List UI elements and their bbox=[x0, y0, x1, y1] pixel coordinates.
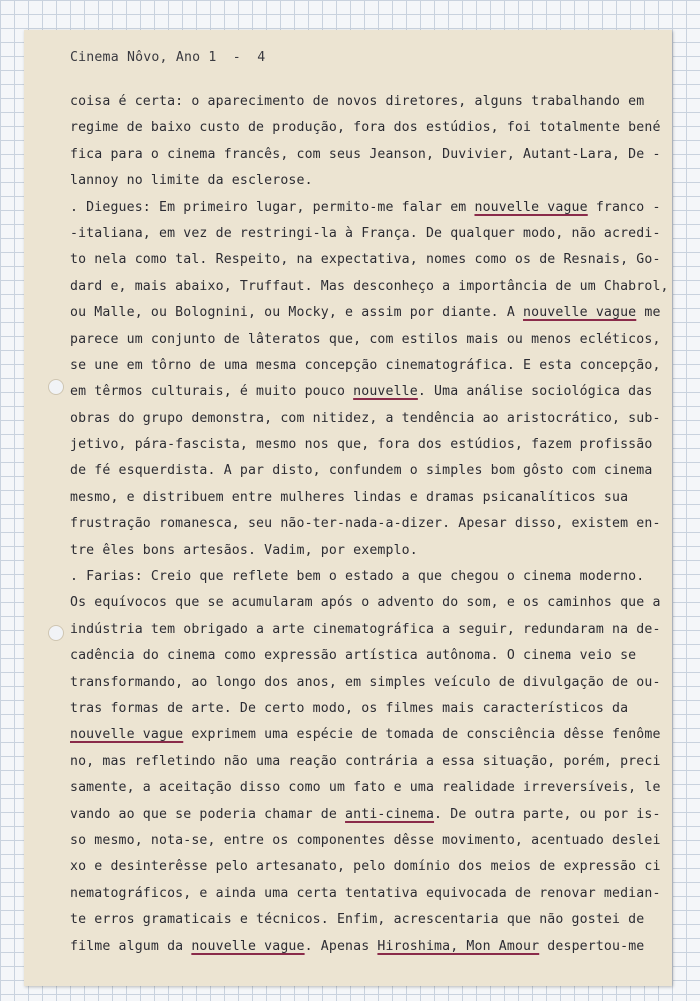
text-line bbox=[70, 458, 653, 484]
underlined-term: nouvelle vague bbox=[70, 727, 184, 743]
underlined-term: nouvelle vague bbox=[523, 305, 637, 321]
text-segment: xo e desinterêsse pelo artesanato, pelo domínio dos meios de expressão ci bbox=[70, 859, 661, 875]
text-segment: franco - bbox=[587, 199, 661, 215]
body-text bbox=[70, 89, 669, 960]
page-header: Cinema Nôvo, Ano 1 - 4 bbox=[70, 50, 266, 65]
text-segment: frustração romanesca, seu não-ter-nada-a-dizer. Apesar disso, existem en- bbox=[70, 516, 661, 532]
underlined-term: Hiroshima, Mon Amour bbox=[377, 938, 540, 954]
text-segment: . Diegues: Em primeiro lugar, permito-me falar em bbox=[70, 199, 475, 215]
text-segment: obras do grupo demonstra, com nitidez, a tendência ao aristocrático, sub- bbox=[70, 410, 661, 426]
text-line bbox=[70, 89, 650, 115]
text-line bbox=[70, 828, 661, 854]
text-segment: dard e, mais abaixo, Truffaut. Mas desconheço a importância de um Chabrol, bbox=[70, 278, 669, 294]
text-segment: lannoy no limite da esclerose. bbox=[70, 173, 313, 189]
text-line bbox=[70, 722, 661, 748]
underlined-term: nouvelle bbox=[353, 384, 418, 400]
text-segment: regime de baixo custo de produção, fora dos estúdios, foi totalmente bené bbox=[70, 120, 661, 136]
text-line bbox=[70, 274, 669, 300]
text-line bbox=[70, 670, 661, 696]
text-segment: ou Malle, ou Bolognini, ou Mocky, e assim por diante. A bbox=[70, 305, 524, 321]
text-line bbox=[70, 432, 653, 458]
text-line bbox=[70, 195, 661, 221]
text-line bbox=[70, 564, 650, 590]
text-segment: vando ao que se poderia chamar de bbox=[70, 806, 346, 822]
text-segment: te erros gramaticais e técnicos. Enfim, acrescentaria que não gostei de bbox=[70, 912, 645, 928]
text-line bbox=[70, 696, 650, 722]
text-line bbox=[70, 353, 661, 379]
text-line bbox=[70, 115, 661, 141]
text-segment: nematográficos, e ainda uma certa tentativa equivocada de renovar median- bbox=[70, 885, 661, 901]
text-line bbox=[70, 511, 661, 537]
text-line bbox=[70, 327, 661, 353]
text-line bbox=[70, 406, 661, 432]
text-line bbox=[70, 538, 650, 564]
text-segment: cadência do cinema como expressão artística autônoma. O cinema veio se bbox=[70, 648, 637, 664]
text-segment: tras formas de arte. De certo modo, os filmes mais característicos da bbox=[70, 700, 629, 716]
text-segment: jetivo, pára-fascista, mesmo nos que, fora dos estúdios, fazem profissão bbox=[70, 437, 653, 453]
punch-hole bbox=[48, 625, 64, 641]
text-segment: . Apenas bbox=[304, 938, 378, 954]
text-line bbox=[70, 485, 650, 511]
text-line bbox=[70, 247, 661, 273]
text-segment: no, mas refletindo não uma reação contrária a essa situação, porém, preci bbox=[70, 753, 661, 769]
text-line bbox=[70, 749, 661, 775]
underlined-term: nouvelle vague bbox=[191, 938, 305, 954]
typewritten-page bbox=[24, 30, 672, 986]
text-line bbox=[70, 881, 661, 907]
text-segment: de fé esquerdista. A par disto, confundem o simples bom gôsto com cinema bbox=[70, 463, 653, 479]
text-line bbox=[70, 168, 650, 194]
text-segment: filme algum da bbox=[70, 938, 192, 954]
text-segment: samente, a aceitação disso como um fato e uma realidade irreversíveis, le bbox=[70, 780, 661, 796]
text-line bbox=[70, 379, 653, 405]
text-segment: me bbox=[636, 305, 661, 321]
text-line bbox=[70, 142, 661, 168]
text-line bbox=[70, 221, 661, 247]
text-line bbox=[70, 934, 650, 960]
text-segment: mesmo, e distribuem entre mulheres lindas e dramas psicanalíticos sua bbox=[70, 489, 629, 505]
text-segment: indústria tem obrigado a arte cinematográfica a seguir, redundaram na de- bbox=[70, 621, 661, 637]
underlined-term: anti-cinema bbox=[345, 806, 435, 822]
punch-hole bbox=[48, 379, 64, 395]
text-segment: Os equívocos que se acumularam após o advento do som, e os caminhos que a bbox=[70, 595, 661, 611]
text-segment: se une em tôrno de uma mesma concepção cinematográfica. E esta concepção, bbox=[70, 357, 661, 373]
text-line bbox=[70, 617, 661, 643]
text-line bbox=[70, 300, 661, 326]
text-segment: despertou-me bbox=[539, 938, 645, 954]
text-segment: transformando, ao longo dos anos, em simples veículo de divulgação de ou- bbox=[70, 674, 661, 690]
text-segment: tre êles bons artesãos. Vadim, por exemplo. bbox=[70, 542, 418, 558]
text-segment: to nela como tal. Respeito, na expectativa, nomes como os de Resnais, Go- bbox=[70, 252, 661, 268]
text-segment: . Uma análise sociológica das bbox=[417, 384, 653, 400]
text-segment: em têrmos culturais, é muito pouco bbox=[70, 384, 354, 400]
text-segment: so mesmo, nota-se, entre os componentes dêsse movimento, acentuado deslei bbox=[70, 832, 661, 848]
text-line bbox=[70, 775, 661, 801]
text-line bbox=[70, 643, 650, 669]
text-line bbox=[70, 802, 661, 828]
text-line bbox=[70, 590, 661, 616]
underlined-term: nouvelle vague bbox=[474, 199, 588, 215]
text-segment: coisa é certa: o aparecimento de novos diretores, alguns trabalhando em bbox=[70, 94, 645, 109]
text-segment: . Farias: Creio que reflete bem o estado a que chegou o cinema moderno. bbox=[70, 569, 645, 585]
text-line bbox=[70, 854, 661, 880]
text-segment: exprimem uma espécie de tomada de consciência dêsse fenôme bbox=[183, 727, 661, 743]
text-segment: -italiana, em vez de restringi-la à França. De qualquer modo, não acredi- bbox=[70, 225, 661, 241]
text-segment: fica para o cinema francês, com seus Jeanson, Duvivier, Autant-Lara, De - bbox=[70, 146, 661, 162]
text-line bbox=[70, 907, 650, 933]
text-segment: . De outra parte, ou por is- bbox=[434, 806, 661, 822]
text-segment: parece um conjunto de lâteratos que, com estilos mais ou menos ecléticos, bbox=[70, 331, 661, 347]
